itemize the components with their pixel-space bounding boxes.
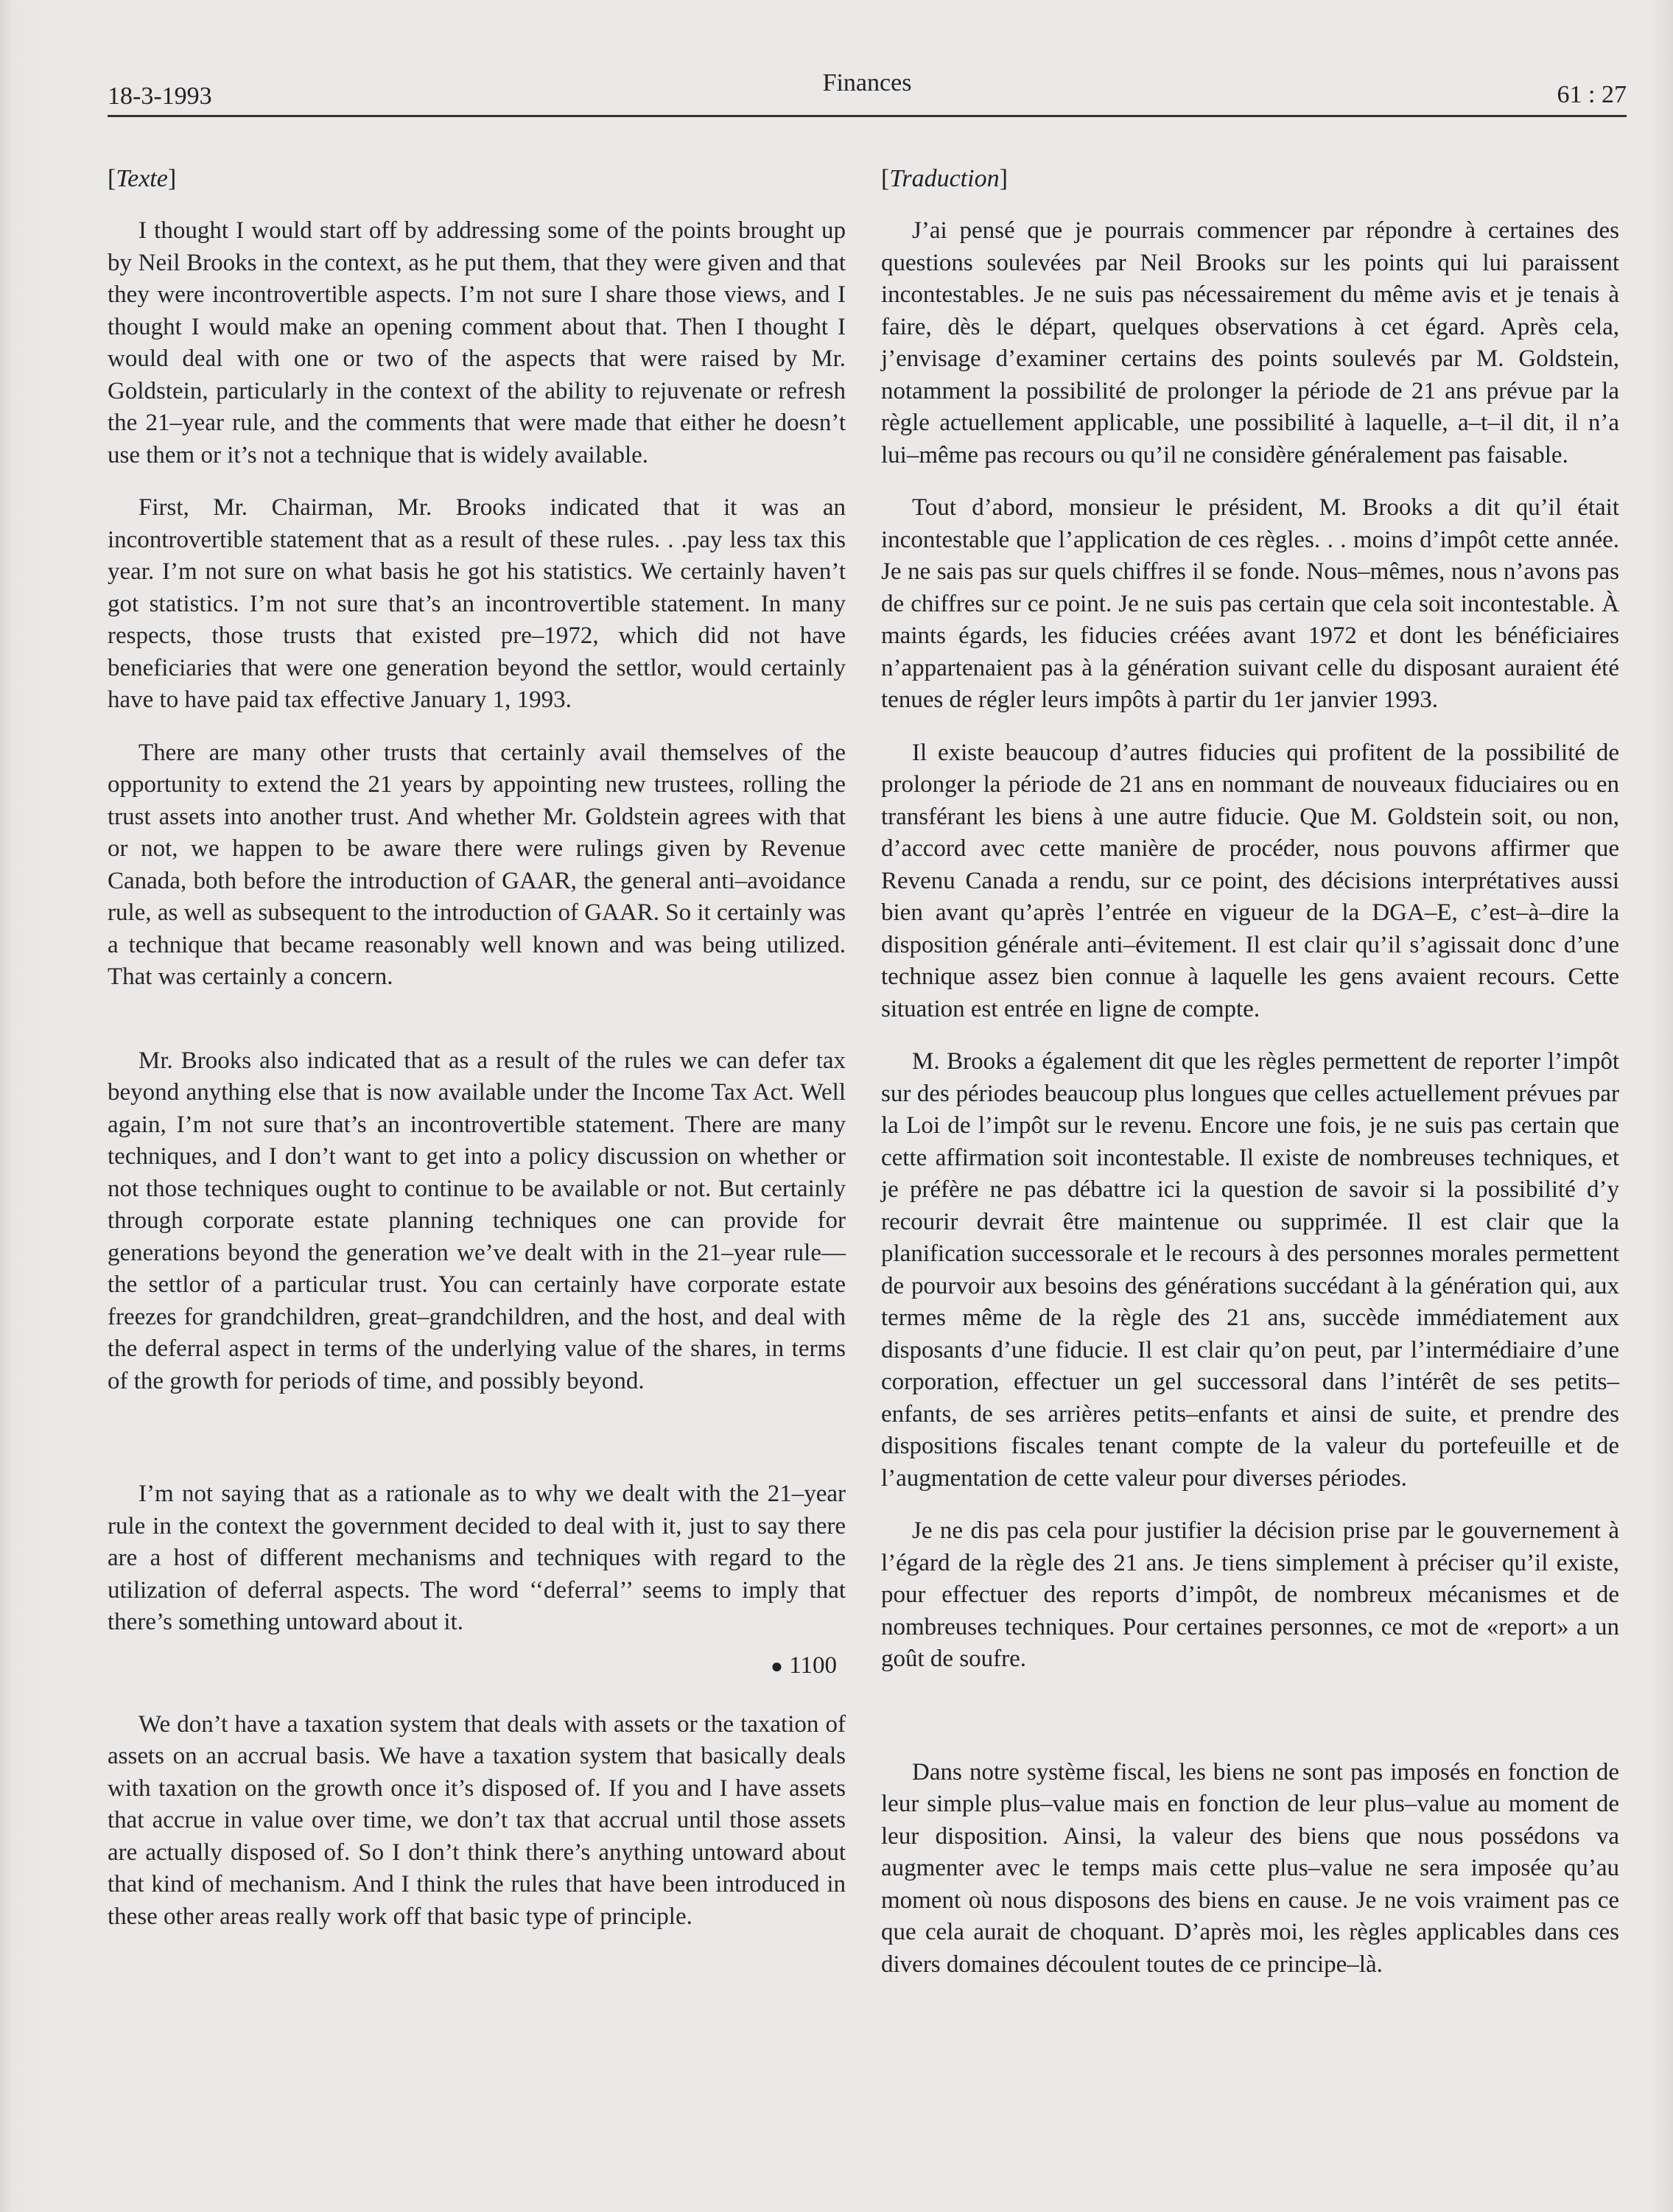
section-label-english: [Texte] [108,165,177,192]
paragraph: M. Brooks a également dit que les règles permettent de reporter l’impôt sur des périodes beaucoup plus longues que celles actuellement prévues par la Loi de l’impôt sur le revenu. Encore une fois, je ne suis pas certain que cette affirmation soit incontestable. Il existe de nombreuses techniques, et je préfère ne pas débattre ici la question de savoir si la possibilité d’y recourir devrait être maintenue ou supprimée. Il est clair que la planification successorale et le recours à des personnes morales permettent de pourvoir aux besoins des générations succédant à la génération qui, aux termes même de la règle des 21 ans, succède immédiatement aux disposants d’une fiducie. Il est clair qu’on peut, par l’intermédiaire d’une corporation, effectuer un gel successoral dans l’intérêt de ses petits–enfants, de ses arrières petits–enfants et ainsi de suite, et prendre des dispositions fiscales tenant compte de la valeur du portefeuille et de l’augmentation de cette valeur pour diverses périodes. [881,1048,1619,1492]
paragraph: I’m not saying that as a rationale as to why we dealt with the 21–year rule in the context the government decided to deal with it, just to say there are a host of different mechanisms and techniques with regard to the utilization of deferral aspects. The word ‘‘deferral’’ seems to imply that there’s something untoward about it. [108,1481,846,1635]
paragraph: First, Mr. Chairman, Mr. Brooks indicated that it was an incontrovertible statement that as a result of these rules. . .pay less tax this year. I’m not sure on what basis he got his statistics. We certainly haven’t got statistics. I’m not sure that’s an incontrovertible statement. In many respects, those trusts that existed pre–1972, which did not have beneficiaries that were one generation beyond the settlor, would certainly have to have paid tax effective January 1, 1993. [108,494,846,713]
header-page-number: 61 : 27 [1557,81,1627,108]
paragraph: We don’t have a taxation system that deals with assets or the taxation of assets on an accrual basis. We have a taxation system that basically deals with taxation on the growth once it’s disposed of. If you and I have assets that accrue in value over time, we don’t tax that accrual until those assets are actually disposed of. So I don’t think there’s anything untoward about that kind of mechanism. And I think the rules that have been introduced in these other areas really work off that basic type of principle. [108,1710,846,1930]
page-header [108,68,1627,117]
paragraph: Dans notre système fiscal, les biens ne sont pas imposés en fonction de leur simple plus–value mais en fonction de leur plus–value au moment de leur disposition. Ainsi, la valeur des biens que nous possédons va augmenter avec le temps mais cette plus–value ne sera imposée qu’au moment où nous disposons des biens en cause. Je ne vois vraiment pas ce que cela aurait de choquant. D’après moi, les règles applicables dans ces divers domaines découlent toutes de ce principe–là. [881,1758,1619,1978]
section-label-french: [Traduction] [881,165,1008,192]
paragraph: J’ai pensé que je pourrais commencer par répondre à certaines des questions soulevées par Neil Brooks sur les points qui lui paraissent incontestables. Je ne suis pas nécessairement du même avis et je tenais à faire, dès le départ, quelques observations à cet égard. Après cela, j’envisage d’examiner certains des points soulevés par M. Goldstein, notamment la possibilité de prolonger la période de 21 ans prévue par la règle actuellement applicable, une possibilité à laquelle, a–t–il dit, il n’a lui–même pas recours ou qu’il ne considère généralement pas faisable. [881,217,1619,468]
paragraph: Mr. Brooks also indicated that as a result of the rules we can defer tax beyond anything else that is now available under the Income Tax Act. Well again, I’m not sure that’s an incontrovertible statement. There are many techniques, and I don’t want to get into a policy discussion on whether or not those techniques ought to continue to be available or not. But certainly through corporate estate planning techniques one can provide for generations beyond the generation we’ve dealt with in the 21–year rule—the settlor of a particular trust. You can certainly have corporate estate freezes for grandchildren, great–grandchildren, and the host, and deal with the deferral aspect in terms of the underlying value of the shares, in terms of the growth for periods of time, and possibly beyond. [108,1047,846,1394]
english-column [108,156,846,1953]
paragraph: There are many other trusts that certainly avail themselves of the opportunity to extend the 21 years by appointing new trustees, rolling the trust assets into another trust. And whether Mr. Goldstein agrees with that or not, we happen to be aware there were rulings given by Revenue Canada, both before the introduction of GAAR, the general anti–avoidance rule, as well as subsequent to the introduction of GAAR. So it certainly was a technique that became reasonably well known and was being utilized. That was certainly a concern. [108,739,846,990]
header-date: 18-3-1993 [108,82,212,110]
header-title: Finances [822,69,912,96]
paragraph: Il existe beaucoup d’autres fiducies qui profitent de la possibilité de prolonger la période de 21 ans en nommant de nouveaux fiduciaires ou en transférant les biens à une autre fiducie. Que M. Goldstein soit, ou non, d’accord avec cette manière de procéder, nous pouvons affirmer que Revenu Canada a rendu, sur ce point, des décisions interprétatives aussi bien avant qu’après l’entrée en vigueur de la DGA–E, c’est–à–dire la disposition générale anti–évitement. Il est clair qu’il s’agissait donc d’une technique assez bien connue à laquelle les gens avaient recours. Cette situation est entrée en ligne de compte. [881,739,1619,1022]
paragraph: Je ne dis pas cela pour justifier la décision prise par le gouvernement à l’égard de la règle des 21 ans. Je tiens simplement à préciser qu’il existe, pour effectuer des reports d’impôt, de nombreux mécanismes et de nombreuses techniques. Pour certaines personnes, ce mot de «report» a un goût de soufre. [881,1517,1619,1672]
paragraph: I thought I would start off by addressing some of the points brought up by Neil Brooks in the context, as he put them, that they were given and that they were incontrovertible aspects. I’m not sure I share those views, and I thought I would make an opening comment about that. Then I thought I would deal with one or two of the aspects that were raised by Mr. Goldstein, particularly in the context of the ability to rejuvenate or refresh the 21–year rule, and the comments that were made that either he doesn’t use them or it’s not a technique that is widely available. [108,217,846,468]
paragraph: Tout d’abord, monsieur le président, M. Brooks a dit qu’il était incontestable que l’application de ces règles. . . moins d’impôt cette année. Je ne sais pas sur quels chiffres il se fonde. Nous–mêmes, nous n’avons pas de chiffres sur ce point. Je ne suis pas certain que cela soit incontestable. À maints égards, les fiducies créées avant 1972 et dont les bénéficiaires n’appartenaient pas à la génération suivant celle du disposant auraient été tenues de régler leurs impôts à partir du 1er janvier 1993. [881,494,1619,713]
time-marker: ● 1100 [771,1651,837,1679]
bullet-icon: ● [771,1654,783,1678]
french-column [881,156,1619,2001]
